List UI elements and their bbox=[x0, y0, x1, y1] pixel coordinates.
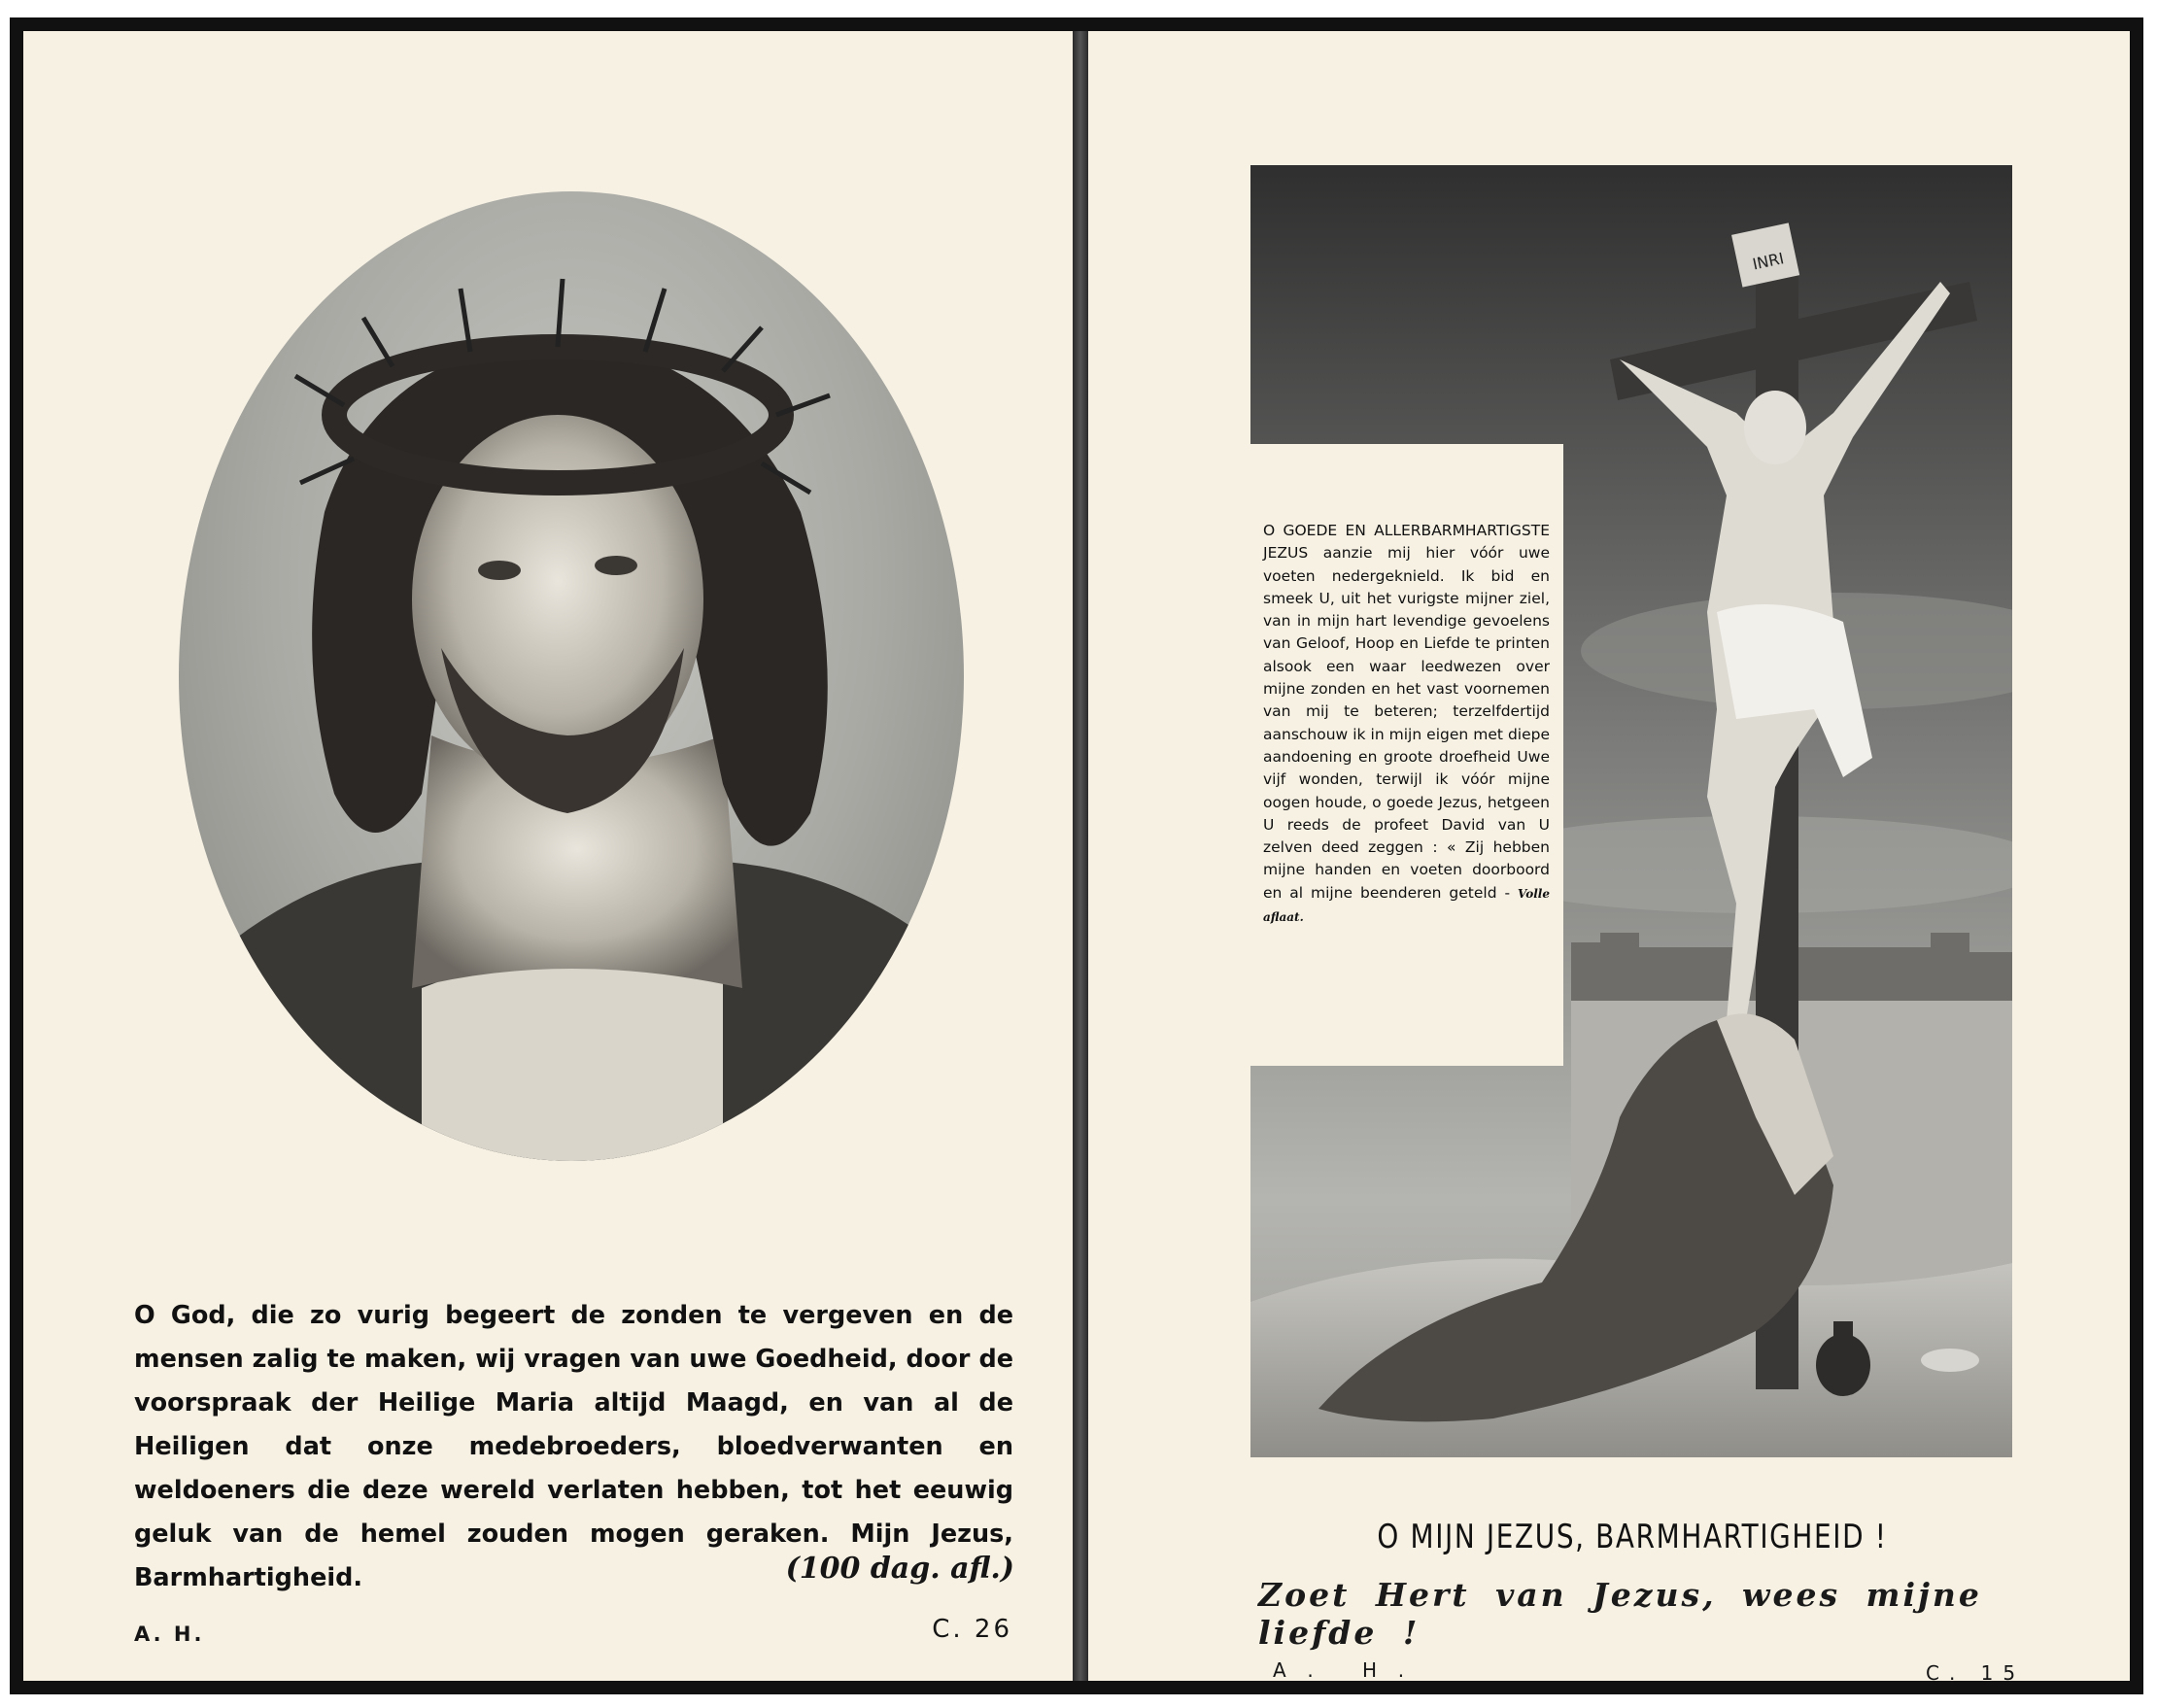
publisher-initials: A. H. bbox=[134, 1623, 205, 1646]
publisher-initials-right: A. H. bbox=[1273, 1658, 1426, 1682]
indulgence-note: (100 dag. afl.) bbox=[785, 1552, 1014, 1586]
card-code: C. 26 bbox=[932, 1615, 1012, 1644]
card-code-right: C. 15 bbox=[1926, 1661, 2026, 1685]
prayer-body: O GOEDE EN ALLERBARMHARTIGSTE JEZUS aanzie mij hier vóór uwe voeten nedergeknield. Ik bid en smeek U, uit het vurigste mijner ziel, van in mijn hart levendige gevoelens van Geloof, Hoop en Liefde te printen alsook een waar leedwezen over mijne zonden en het vast voornemen van mij te beteren; terzelfdertijd aanschouw ik in mijn eigen met diepe aandoening en groote droefheid Uwe vijf wonden, terwijl ik vóór mijne oogen houde, o goede Jezus, hetgeen U reeds de profeet David van U zelven deed zeggen : « Zij hebben mijne handen en voeten doorboord en al mijne beenderen geteld - bbox=[1263, 522, 1550, 902]
prayer-card bbox=[10, 17, 2143, 1694]
card-fold bbox=[1073, 31, 1088, 1681]
prayer-text-right bbox=[1263, 520, 1550, 929]
left-panel bbox=[23, 31, 1073, 1681]
prayer-text: O God, die zo vurig begeert de zonden te vergeven en de mensen zalig te maken, wij vragen van uwe Goedheid, door de voorspraak der Heilige Maria altijd Maagd, en van al de Heiligen dat onze medebroeders, bloedverwanten en weldoeners die deze wereld verlaten hebben, tot het eeuwig geluk van de hemel zouden mogen geraken. Mijn Jezus, Barmhartigheid. bbox=[134, 1301, 1013, 1592]
right-panel bbox=[1088, 31, 2130, 1685]
inri-sign: INRI bbox=[1750, 249, 1786, 274]
ecce-homo-portrait bbox=[179, 191, 964, 1161]
invocation-subtitle: Zoet Hert van Jezus, wees mijne liefde ! bbox=[1258, 1576, 1982, 1652]
full-indulgence-note: Volle aflaat. bbox=[1263, 886, 1550, 925]
invocation-heading: O MIJN JEZUS, BARMHARTIGHEID ! bbox=[1377, 1518, 1888, 1556]
